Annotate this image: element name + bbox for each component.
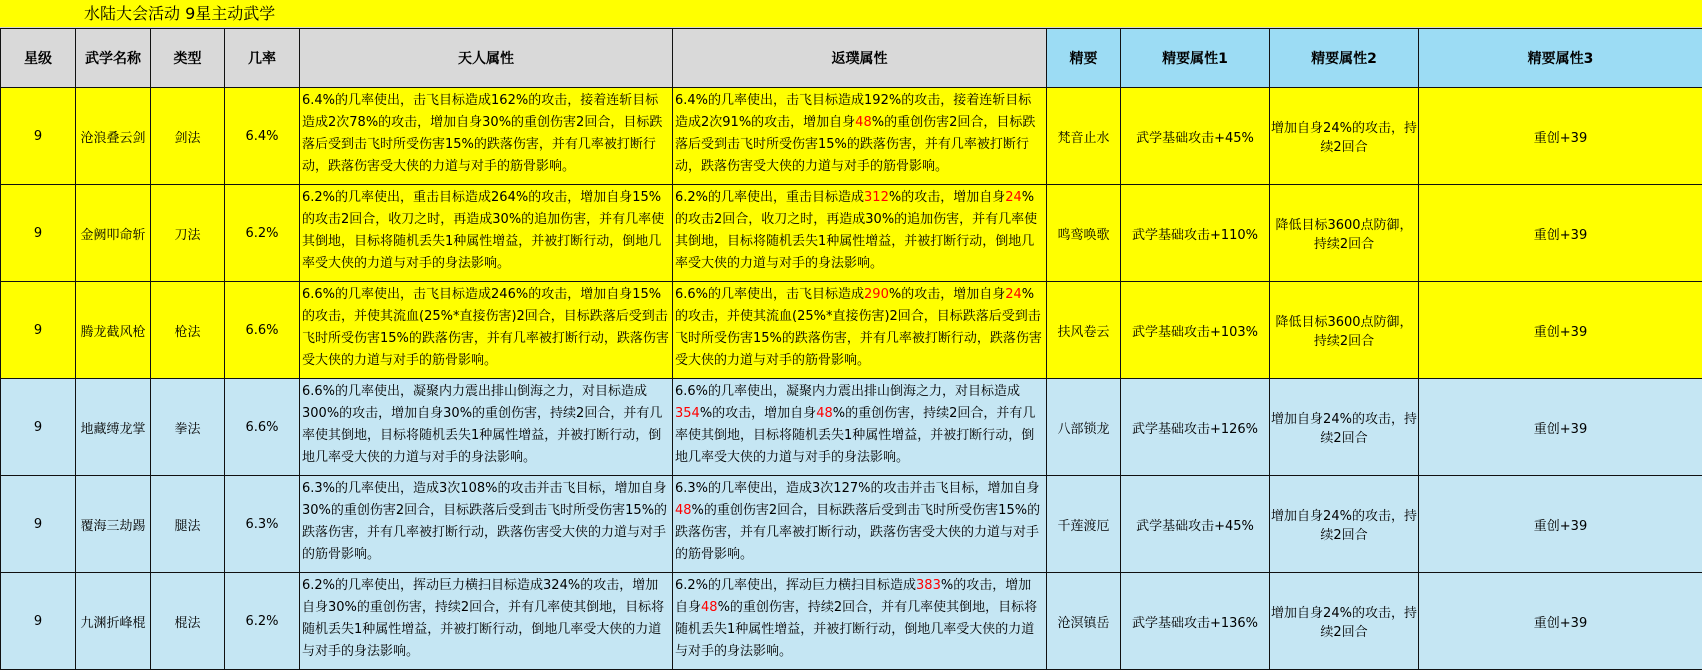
fanpu-text: 6.2%的几率使出，挥动巨力横扫目标造成 xyxy=(675,578,916,593)
cell-attr2[interactable]: 降低目标3600点防御，持续2回合 xyxy=(1270,185,1419,282)
cell-type[interactable]: 刀法 xyxy=(151,185,225,282)
header-attr1[interactable]: 精要属性1 xyxy=(1121,29,1270,88)
cell-fanpu[interactable] xyxy=(673,379,1047,476)
table-row xyxy=(1,476,1702,573)
header-jingyao[interactable]: 精要 xyxy=(1047,29,1121,88)
table-row xyxy=(1,185,1702,282)
cell-attr3[interactable]: 重创+39 xyxy=(1419,573,1702,670)
cell-fanpu[interactable] xyxy=(673,185,1047,282)
cell-rate[interactable]: 6.3% xyxy=(225,476,300,573)
cell-attr3[interactable]: 重创+39 xyxy=(1419,476,1702,573)
highlighted-value: 24 xyxy=(1005,287,1022,302)
cell-attr1[interactable]: 武学基础攻击+110% xyxy=(1121,185,1270,282)
highlighted-value: 354 xyxy=(675,406,700,421)
header-rate[interactable]: 几率 xyxy=(225,29,300,88)
highlighted-value: 48 xyxy=(855,115,872,130)
highlighted-value: 312 xyxy=(864,190,889,205)
cell-attr1[interactable]: 武学基础攻击+126% xyxy=(1121,379,1270,476)
cell-skill-name[interactable]: 覆海三劫踢 xyxy=(76,476,151,573)
cell-rate[interactable]: 6.2% xyxy=(225,185,300,282)
cell-attr2[interactable]: 增加自身24%的攻击，持续2回合 xyxy=(1270,476,1419,573)
cell-star[interactable]: 9 xyxy=(1,282,76,379)
highlighted-value: 48 xyxy=(701,600,718,615)
cell-jingyao[interactable]: 沧溟镇岳 xyxy=(1047,573,1121,670)
cell-attr2[interactable]: 增加自身24%的攻击，持续2回合 xyxy=(1270,379,1419,476)
cell-attr2[interactable]: 增加自身24%的攻击，持续2回合 xyxy=(1270,573,1419,670)
cell-attr1[interactable]: 武学基础攻击+45% xyxy=(1121,476,1270,573)
fanpu-text: 6.4%的几率使出，击飞目标造成192%的攻击，接着连斩目标造成2次91%的攻击，增加自身 xyxy=(675,93,1031,130)
cell-rate[interactable]: 6.4% xyxy=(225,88,300,185)
cell-attr1[interactable]: 武学基础攻击+103% xyxy=(1121,282,1270,379)
cell-star[interactable]: 9 xyxy=(1,379,76,476)
header-type[interactable]: 类型 xyxy=(151,29,225,88)
cell-tianren[interactable]: 6.4%的几率使出，击飞目标造成162%的攻击，接着连斩目标造成2次78%的攻击，增加自身30%的重创伤害2回合，目标跌落后受到击飞时所受伤害15%的跌落伤害，并有几率被打断行动，跌落伤害受大侠的力道与对手的筋骨影响。 xyxy=(300,88,673,185)
cell-rate[interactable]: 6.6% xyxy=(225,282,300,379)
skills-table xyxy=(0,28,1702,670)
fanpu-text: %的攻击，增加自身 xyxy=(700,406,816,421)
cell-jingyao[interactable]: 梵音止水 xyxy=(1047,88,1121,185)
cell-type[interactable]: 剑法 xyxy=(151,88,225,185)
cell-attr2[interactable]: 增加自身24%的攻击，持续2回合 xyxy=(1270,88,1419,185)
cell-tianren[interactable]: 6.6%的几率使出，凝聚内力震出排山倒海之力，对目标造成300%的攻击，增加自身30%的重创伤害，持续2回合，并有几率使其倒地，目标将随机丢失1种属性增益，并被打断行动，倒地几率受大侠的力道与对手的身法影响。 xyxy=(300,379,673,476)
fanpu-text: %的攻击2回合，收刀之时，再造成30%的追加伤害，并有几率使其倒地，目标将随机丢失1种属性增益，并被打断行动，倒地几率受大侠的力道与对手的身法影响。 xyxy=(675,190,1037,271)
cell-type[interactable]: 拳法 xyxy=(151,379,225,476)
table-body xyxy=(1,88,1702,670)
fanpu-text: 6.6%的几率使出，凝聚内力震出排山倒海之力，对目标造成 xyxy=(675,384,1020,399)
cell-attr3[interactable]: 重创+39 xyxy=(1419,282,1702,379)
cell-tianren[interactable]: 6.3%的几率使出，造成3次108%的攻击并击飞目标，增加自身30%的重创伤害2回合，目标跌落后受到击飞时所受伤害15%的跌落伤害，并有几率被打断行动，跌落伤害受大侠的力道与对手的筋骨影响。 xyxy=(300,476,673,573)
highlighted-value: 383 xyxy=(916,578,941,593)
table-row xyxy=(1,379,1702,476)
cell-tianren[interactable]: 6.6%的几率使出，击飞目标造成246%的攻击，增加自身15%的攻击，并使其流血(25%*直接伤害)2回合，目标跌落后受到击飞时所受伤害15%的跌落伤害，并有几率被打断行动，跌落伤害受大侠的力道与对手的筋骨影响。 xyxy=(300,282,673,379)
cell-skill-name[interactable]: 沧浪叠云剑 xyxy=(76,88,151,185)
cell-tianren[interactable]: 6.2%的几率使出，重击目标造成264%的攻击，增加自身15%的攻击2回合，收刀之时，再造成30%的追加伤害，并有几率使其倒地，目标将随机丢失1种属性增益，并被打断行动，倒地几率受大侠的力道与对手的身法影响。 xyxy=(300,185,673,282)
highlighted-value: 290 xyxy=(864,287,889,302)
cell-attr1[interactable]: 武学基础攻击+136% xyxy=(1121,573,1270,670)
cell-skill-name[interactable]: 金阙叩命斩 xyxy=(76,185,151,282)
cell-star[interactable]: 9 xyxy=(1,573,76,670)
cell-jingyao[interactable]: 扶风卷云 xyxy=(1047,282,1121,379)
cell-tianren[interactable]: 6.2%的几率使出，挥动巨力横扫目标造成324%的攻击，增加自身30%的重创伤害，持续2回合，并有几率使其倒地，目标将随机丢失1种属性增益，并被打断行动，倒地几率受大侠的力道与对手的身法影响。 xyxy=(300,573,673,670)
header-name[interactable]: 武学名称 xyxy=(76,29,151,88)
fanpu-text: %的重创伤害2回合，目标跌落后受到击飞时所受伤害15%的跌落伤害，并有几率被打断行动，跌落伤害受大侠的力道与对手的筋骨影响。 xyxy=(675,503,1040,562)
header-row xyxy=(1,29,1702,88)
table-row xyxy=(1,573,1702,670)
fanpu-text: 6.3%的几率使出，造成3次127%的攻击并击飞目标，增加自身 xyxy=(675,481,1039,496)
fanpu-text: %的重创伤害，持续2回合，并有几率使其倒地，目标将随机丢失1种属性增益，并被打断行动，倒地几率受大侠的力道与对手的身法影响。 xyxy=(675,600,1037,659)
sheet-title: 水陆大会活动 9星主动武学 xyxy=(0,0,1702,28)
cell-fanpu[interactable] xyxy=(673,88,1047,185)
cell-star[interactable]: 9 xyxy=(1,185,76,282)
cell-skill-name[interactable]: 地藏缚龙掌 xyxy=(76,379,151,476)
cell-attr1[interactable]: 武学基础攻击+45% xyxy=(1121,88,1270,185)
cell-jingyao[interactable]: 千莲渡厄 xyxy=(1047,476,1121,573)
header-fanpu[interactable]: 返璞属性 xyxy=(673,29,1047,88)
cell-star[interactable]: 9 xyxy=(1,88,76,185)
fanpu-text: %的攻击，增加自身 xyxy=(675,578,1031,615)
cell-type[interactable]: 枪法 xyxy=(151,282,225,379)
header-attr3[interactable]: 精要属性3 xyxy=(1419,29,1702,88)
fanpu-text: 6.2%的几率使出，重击目标造成 xyxy=(675,190,864,205)
cell-jingyao[interactable]: 鸣鸾唤歌 xyxy=(1047,185,1121,282)
fanpu-text: %的攻击，增加自身 xyxy=(889,190,1005,205)
fanpu-text: %的重创伤害2回合，目标跌落后受到击飞时所受伤害15%的跌落伤害，并有几率被打断行动，跌落伤害受大侠的力道与对手的筋骨影响。 xyxy=(675,115,1035,174)
cell-attr3[interactable]: 重创+39 xyxy=(1419,88,1702,185)
fanpu-text: 6.6%的几率使出，击飞目标造成 xyxy=(675,287,864,302)
cell-type[interactable]: 棍法 xyxy=(151,573,225,670)
highlighted-value: 24 xyxy=(1005,190,1022,205)
header-star[interactable]: 星级 xyxy=(1,29,76,88)
cell-star[interactable]: 9 xyxy=(1,476,76,573)
highlighted-value: 48 xyxy=(816,406,833,421)
table-row xyxy=(1,88,1702,185)
fanpu-text: %的攻击，增加自身 xyxy=(889,287,1005,302)
cell-attr3[interactable]: 重创+39 xyxy=(1419,379,1702,476)
cell-rate[interactable]: 6.6% xyxy=(225,379,300,476)
cell-fanpu[interactable] xyxy=(673,573,1047,670)
table-row xyxy=(1,282,1702,379)
cell-skill-name[interactable]: 腾龙截风枪 xyxy=(76,282,151,379)
fanpu-text: %的重创伤害，持续2回合，并有几率使其倒地，目标将随机丢失1种属性增益，并被打断行动，倒地几率受大侠的力道与对手的身法影响。 xyxy=(675,406,1035,465)
highlighted-value: 48 xyxy=(675,503,692,518)
cell-skill-name[interactable]: 九渊折峰棍 xyxy=(76,573,151,670)
cell-fanpu[interactable] xyxy=(673,282,1047,379)
fanpu-text: %的攻击，并使其流血(25%*直接伤害)2回合，目标跌落后受到击飞时所受伤害15%的跌落伤害，并有几率被打断行动，跌落伤害受大侠的力道与对手的筋骨影响。 xyxy=(675,287,1042,368)
header-tianren[interactable]: 天人属性 xyxy=(300,29,673,88)
cell-fanpu[interactable] xyxy=(673,476,1047,573)
cell-attr3[interactable]: 重创+39 xyxy=(1419,185,1702,282)
cell-type[interactable]: 腿法 xyxy=(151,476,225,573)
header-attr2[interactable]: 精要属性2 xyxy=(1270,29,1419,88)
cell-attr2[interactable]: 降低目标3600点防御，持续2回合 xyxy=(1270,282,1419,379)
cell-jingyao[interactable]: 八部锁龙 xyxy=(1047,379,1121,476)
cell-rate[interactable]: 6.2% xyxy=(225,573,300,670)
